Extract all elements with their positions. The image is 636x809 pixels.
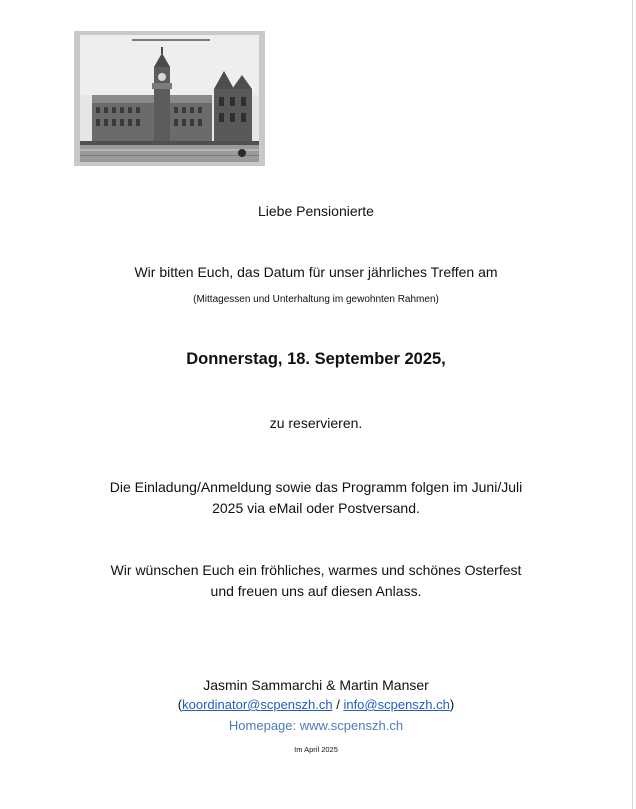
dateline: Im April 2025 <box>294 745 338 754</box>
request-text: Wir bitten Euch, das Datum für unser jährliches Treffen am <box>134 264 498 280</box>
signature-names: Jasmin Sammarchi & Martin Manser <box>203 677 429 693</box>
wishes-paragraph <box>0 560 632 602</box>
invitation-paragraph <box>0 477 632 519</box>
info-email-link[interactable]: info@scpenszh.ch <box>343 697 450 712</box>
open-paren: ( <box>177 697 183 712</box>
wishes-line-2: und freuen uns auf diesen Anlass. <box>210 583 422 599</box>
email-separator: / <box>332 697 344 712</box>
building-photo <box>74 31 265 166</box>
wishes-line-1: Wir wünschen Euch ein fröhliches, warmes und schönes Osterfest <box>110 562 522 578</box>
event-note: (Mittagessen und Unterhaltung im gewohnten Rahmen) <box>193 294 439 305</box>
invitation-line-2: 2025 via eMail oder Postversand. <box>212 500 420 516</box>
reserve-text: zu reservieren. <box>269 415 363 431</box>
close-paren: ) <box>449 697 455 712</box>
greeting: Liebe Pensionierte <box>258 203 374 219</box>
signature-emails <box>0 697 632 712</box>
homepage-text: Homepage: www.scpenszh.ch <box>228 718 404 733</box>
event-date: Donnerstag, 18. September 2025, <box>186 350 446 368</box>
coordinator-email-link[interactable]: koordinator@scpenszh.ch <box>182 697 333 712</box>
invitation-line-1: Die Einladung/Anmeldung sowie das Programm folgen im Juni/Juli <box>109 479 523 495</box>
